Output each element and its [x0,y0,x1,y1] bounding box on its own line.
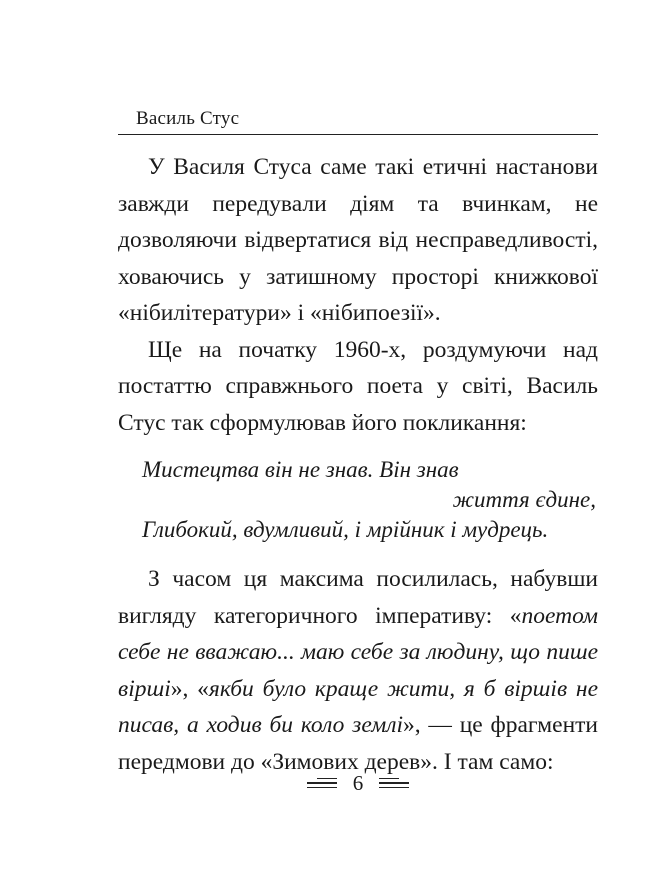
quote-line-1: Мистецтва він не знав. Він знав [142,457,459,482]
paragraph-2: Ще на початку 1960-х, роздумуючи над постаттю справжнього поета у світі, Василь Стус так сформулював його покликання: [118,336,598,436]
header-title: Василь Стус [136,108,240,129]
quote-line-2: життя єдине, [452,487,596,512]
page-number: 6 [352,770,364,795]
running-header [118,106,598,135]
poem-quote [142,455,598,545]
footer-ornament-left [307,778,337,788]
paragraph-3-start: З часом ця максима посилилась, набувши вигляду категоричного імперативу: « [118,566,598,629]
body-text [118,149,598,780]
paragraph-3-end: », — це фрагменти передмови до «Зимових дерев». І там само: [118,712,598,775]
page-footer [118,768,598,798]
paragraph-3-quote-2: якби було краще жити, я б віршів не писав, а ходив би коло землі [118,675,599,738]
paragraph-3 [118,561,598,780]
paragraph-1: У Василя Стуса саме такі етичні настанови завжди передували діям та вчинкам, не дозволяючи відвертатися від несправедливості, ховаючись у затишному просторі книжкової «нібилітератури» і «нібипоезії». [118,154,598,326]
paragraph-3-quote-1: поетом себе не вважаю... маю себе за людину, що пише вірші [118,602,598,702]
paragraph-3-mid: », « [170,675,209,702]
quote-line-3: Глибокий, вдумливий, і мрійник і мудрець. [142,517,549,542]
footer-ornament-right [379,778,409,788]
